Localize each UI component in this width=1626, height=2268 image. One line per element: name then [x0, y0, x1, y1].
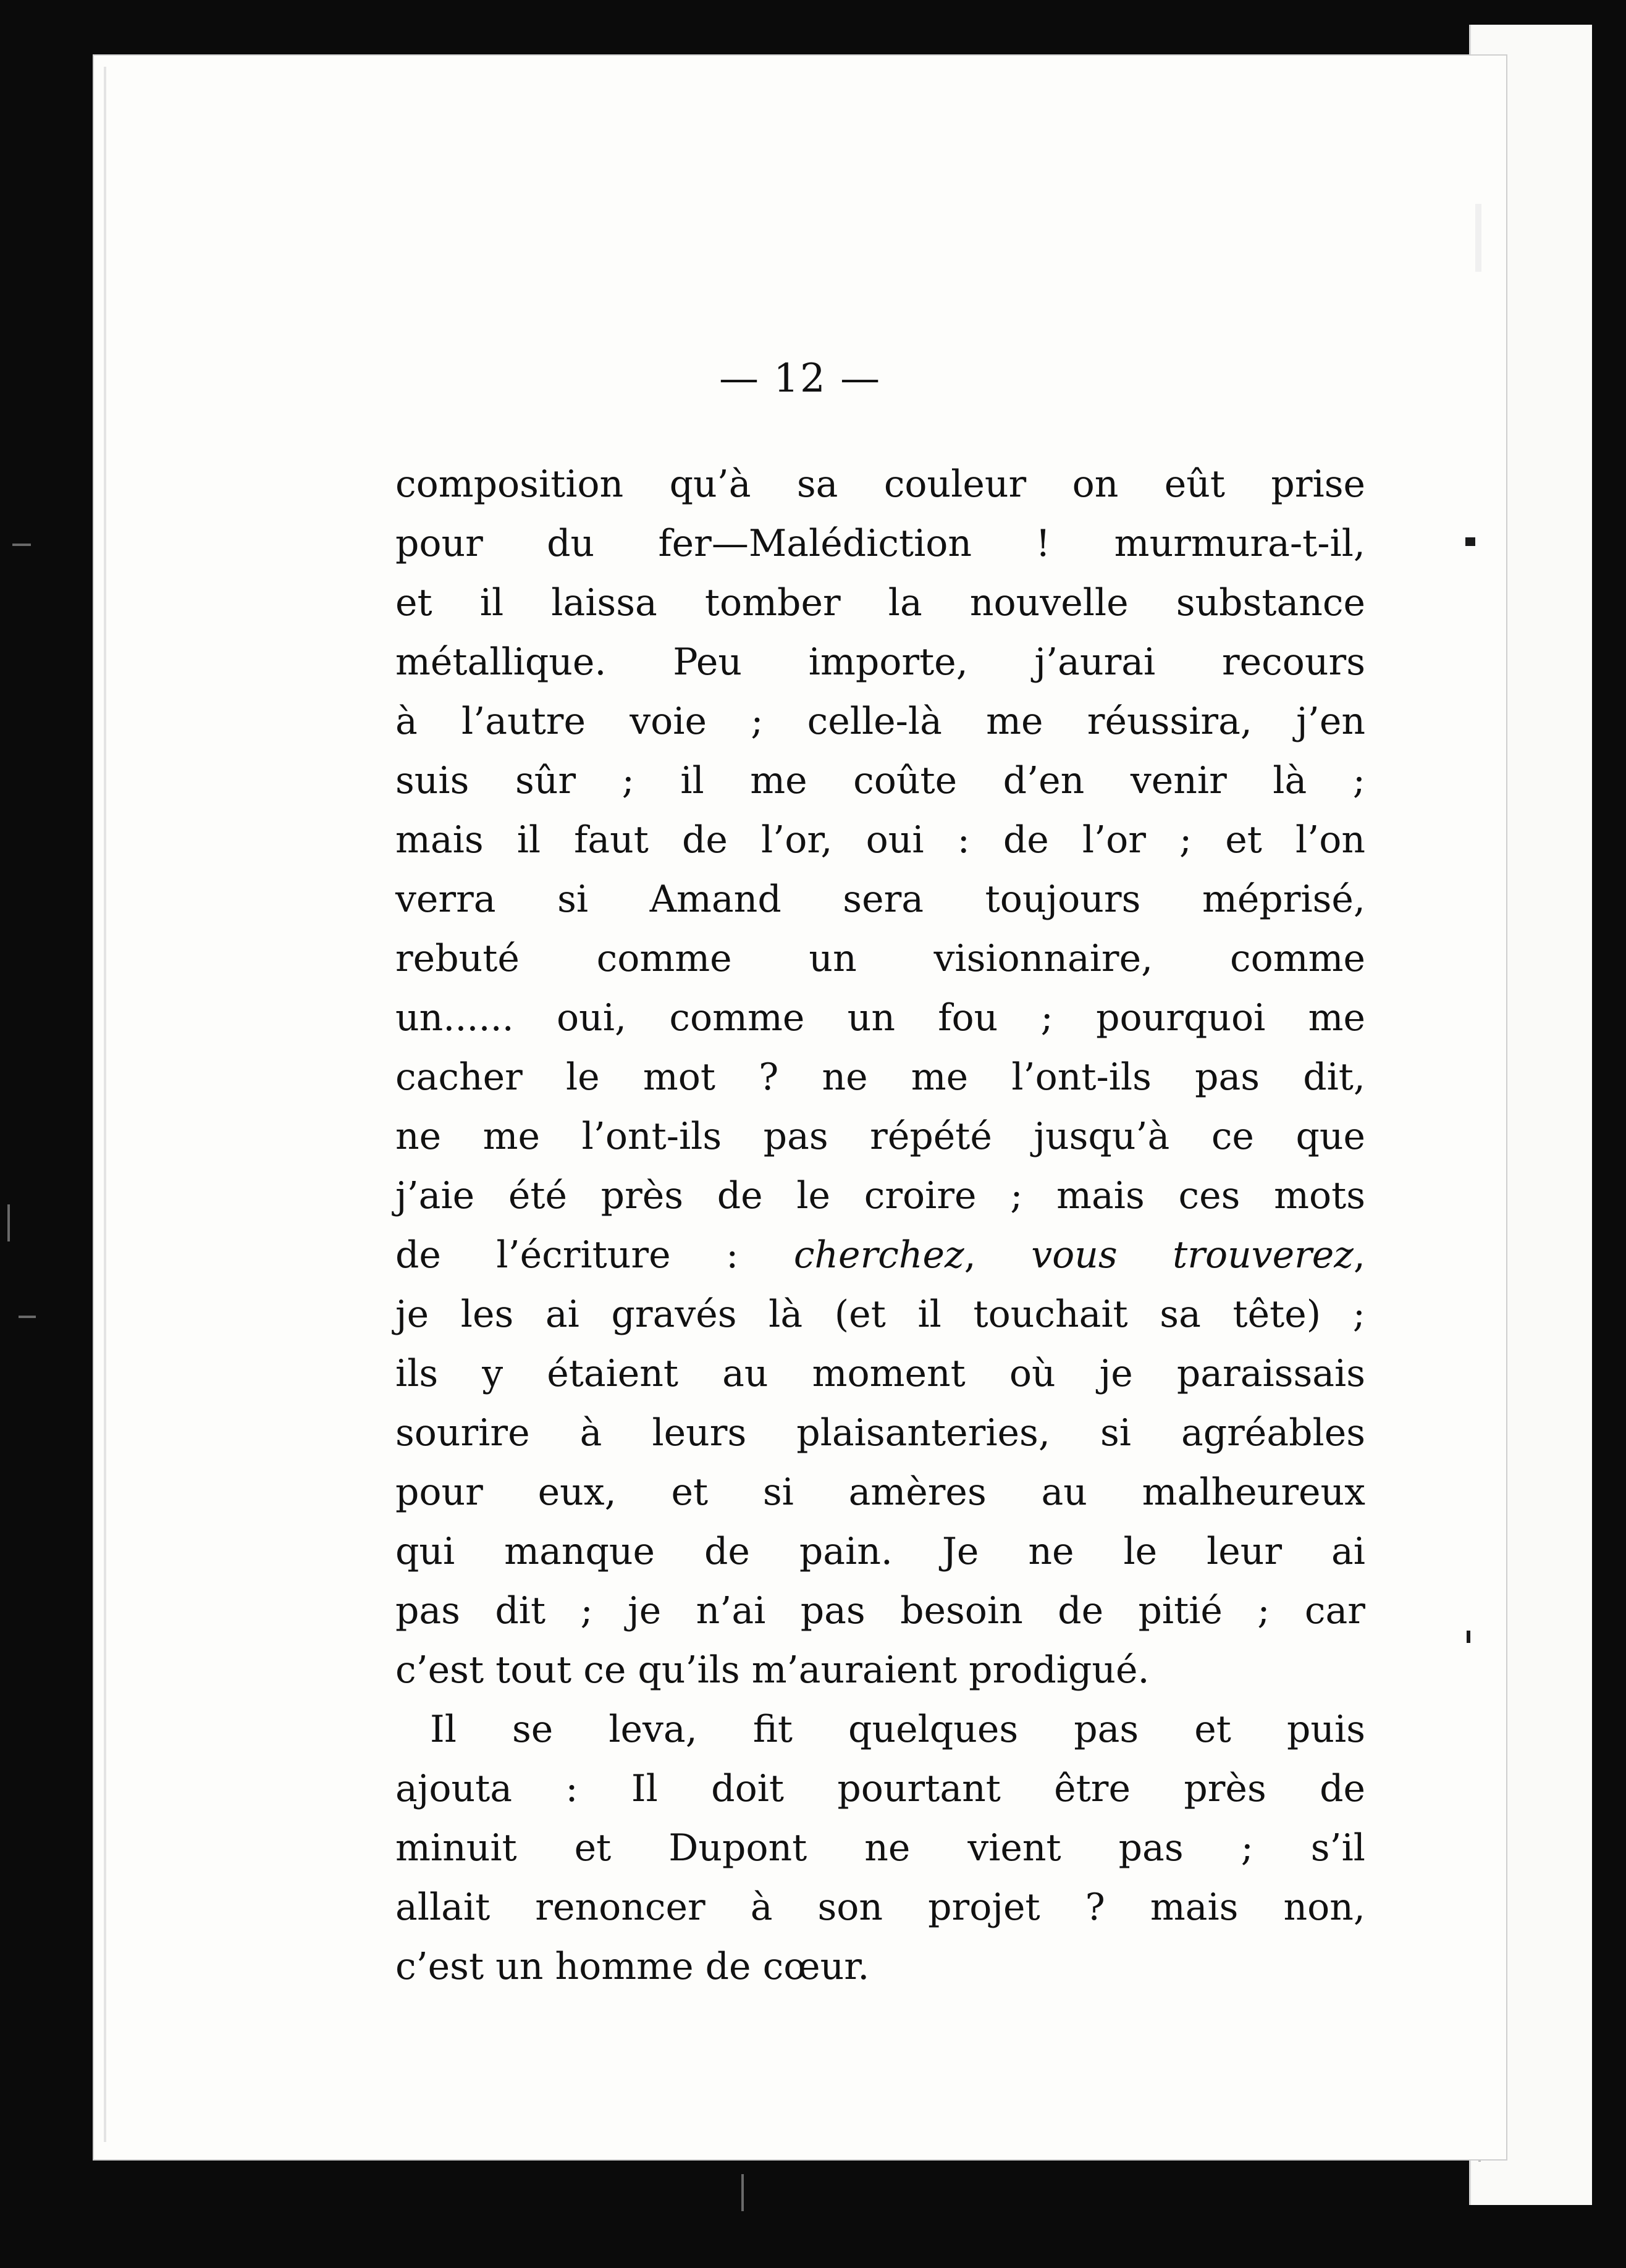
text-line: cacher le mot ? ne me l’ont-ils pas dit,	[395, 1056, 1365, 1099]
scan-speck	[1465, 537, 1475, 546]
book-page	[93, 54, 1507, 2161]
text-line: sourire à leurs plaisanteries, si agréables	[395, 1411, 1365, 1455]
text-line: qui manque de pain. Je ne le leur ai	[395, 1530, 1365, 1573]
page-number: — 12 —	[718, 356, 882, 401]
scan-speck	[1475, 204, 1481, 272]
text-line: minuit et Dupont ne vient pas ; s’il	[395, 1826, 1365, 1870]
scan-speck	[7, 1204, 10, 1241]
text-line: à l’autre voie ; celle-là me réussira, j’en	[395, 700, 1365, 743]
scan-speck	[741, 2174, 744, 2211]
text-line: pas dit ; je n’ai pas besoin de pitié ; car	[395, 1589, 1365, 1632]
text-line-italic-quote	[395, 1225, 1365, 1285]
text-line: pour du fer—Malédiction ! murmura-t-il,	[395, 522, 1365, 565]
text-line: et il laissa tomber la nouvelle substance	[395, 581, 1365, 624]
quote-sep: ,	[964, 1233, 1032, 1277]
quote-lead: de l’écriture :	[395, 1233, 794, 1277]
text-line: ils y étaient au moment où je paraissais	[395, 1352, 1365, 1395]
text-line: ne me l’ont-ils pas répété jusqu’à ce que	[395, 1115, 1365, 1158]
text-line-paragraph-start: Il se leva, fit quelques pas et puis	[430, 1708, 1365, 1751]
body-text	[395, 455, 1365, 1996]
text-line-final: c’est un homme de cœur.	[395, 1945, 870, 1988]
text-line: rebuté comme un visionnaire, comme	[395, 937, 1365, 980]
scan-speck	[19, 1316, 36, 1318]
text-line: métallique. Peu importe, j’aurai recours	[395, 640, 1365, 684]
text-line: je les ai gravés là (et il touchait sa tête) ;	[395, 1293, 1365, 1336]
italic-vous-trouverez: vous trouverez	[1031, 1233, 1354, 1277]
text-line: ajouta : Il doit pourtant être près de	[395, 1767, 1365, 1810]
text-line: mais il faut de l’or, oui : de l’or ; et l’on	[395, 818, 1365, 862]
text-line-paragraph-end: c’est tout ce qu’ils m’auraient prodigué.	[395, 1648, 1150, 1692]
italic-cherchez: cherchez	[793, 1233, 964, 1277]
scan-speck	[12, 544, 31, 546]
text-line: composition qu’à sa couleur on eût prise	[395, 463, 1365, 506]
scan-speck	[1467, 1631, 1470, 1643]
text-line: j’aie été près de le croire ; mais ces mots	[395, 1174, 1365, 1217]
text-line: verra si Amand sera toujours méprisé,	[395, 878, 1365, 921]
quote-end: ,	[1353, 1233, 1365, 1277]
text-line: pour eux, et si amères au malheureux	[395, 1471, 1365, 1514]
text-line: allait renoncer à son projet ? mais non,	[395, 1886, 1365, 1929]
text-line: suis sûr ; il me coûte d’en venir là ;	[395, 759, 1365, 802]
text-line: un...... oui, comme un fou ; pourquoi me	[395, 996, 1365, 1040]
